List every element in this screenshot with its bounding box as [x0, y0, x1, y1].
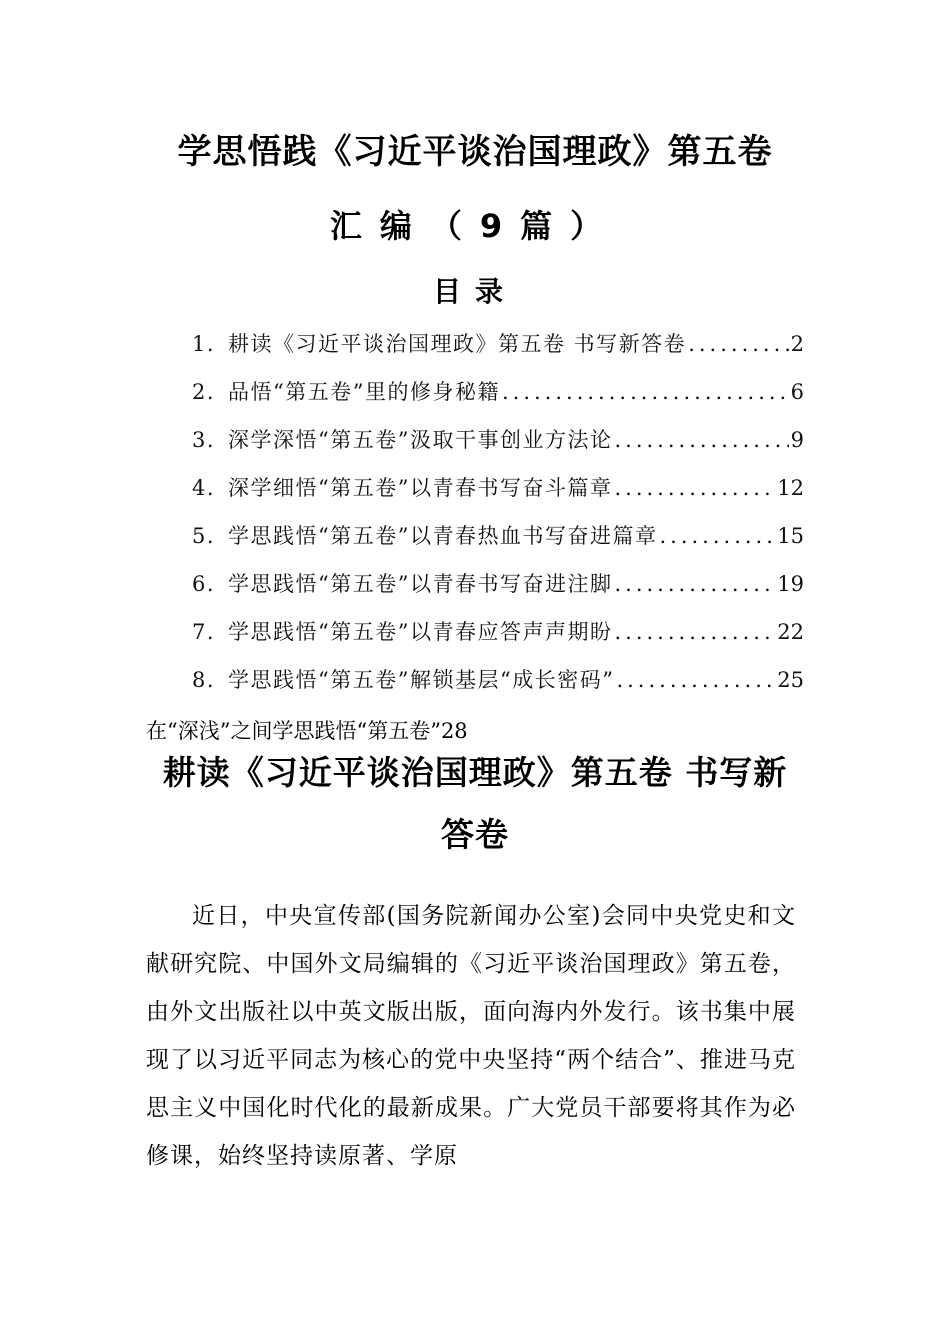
toc-item-title: 耕读《习近平谈治国理政》第五卷 书写新答卷 — [228, 332, 687, 356]
document-title: 学思悟践《习近平谈治国理政》第五卷 — [177, 132, 773, 172]
toc-item-number: 2. — [192, 380, 216, 404]
toc-item-title: 学思践悟“第五卷”解锁基层“成长密码” — [228, 668, 615, 692]
toc-item-page: 12 — [777, 476, 804, 500]
toc-leader-dots — [614, 476, 775, 500]
toc-item-8[interactable] — [192, 664, 804, 712]
toc-item-number: 7. — [192, 620, 216, 644]
toc-item-number: 4. — [192, 476, 216, 500]
toc-item-page: 15 — [777, 524, 804, 548]
table-of-contents — [192, 328, 804, 712]
toc-item-page: 6 — [790, 380, 804, 404]
toc-heading: 目录 — [432, 275, 517, 308]
toc-item-number: 3. — [192, 428, 216, 452]
toc-item-number: 1. — [192, 332, 216, 356]
toc-item-4[interactable] — [192, 472, 804, 520]
toc-leader-dots — [659, 524, 775, 548]
toc-item-page: 9 — [790, 428, 804, 452]
toc-item-title: 深学深悟“第五卷”汲取干事创业方法论 — [228, 428, 613, 452]
toc-item-5[interactable] — [192, 520, 804, 568]
toc-item-title: 学思践悟“第五卷”以青春热血书写奋进篇章 — [228, 524, 658, 548]
toc-item-number: 6. — [192, 572, 216, 596]
toc-item-title: 深学细悟“第五卷”以青春书写奋斗篇章 — [228, 476, 613, 500]
toc-item-2[interactable] — [192, 376, 804, 424]
document-subtitle: 汇编（9篇） — [329, 207, 621, 245]
toc-item-7[interactable] — [192, 616, 804, 664]
toc-item-page: 19 — [777, 572, 804, 596]
toc-item-6[interactable] — [192, 568, 804, 616]
toc-item-title: 品悟“第五卷”里的修身秘籍 — [228, 380, 500, 404]
toc-leader-dots — [688, 332, 788, 356]
toc-item-number: 8. — [192, 668, 216, 692]
toc-item-page: 2 — [790, 332, 804, 356]
toc-item-number: 5. — [192, 524, 216, 548]
article-paragraph: 近日，中央宣传部(国务院新闻办公室)会同中央党史和文献研究院、中国外文局编辑的《习近平谈治国理政》第五卷，由外文出版社以中英文版出版，面向海内外发行。该书集中展现了以习近平同志为核心的党中央坚持“两个结合”、推进马克思主义中国化时代化的最新成果。广大党员干部要将其作为必修课，始终坚持读原著、学原 — [146, 903, 796, 1169]
toc-item-page: 25 — [777, 668, 804, 692]
toc-item-1[interactable] — [192, 328, 804, 376]
toc-leader-dots — [614, 428, 788, 452]
toc-leader-dots — [616, 668, 775, 692]
toc-item-9[interactable]: 在“深浅”之间学思践悟“第五卷”28 — [146, 719, 468, 743]
toc-item-title: 学思践悟“第五卷”以青春应答声声期盼 — [228, 620, 613, 644]
toc-item-3[interactable] — [192, 424, 804, 472]
toc-leader-dots — [614, 620, 775, 644]
toc-leader-dots — [614, 572, 775, 596]
toc-leader-dots — [502, 380, 789, 404]
toc-item-page: 22 — [777, 620, 804, 644]
toc-item-title: 学思践悟“第五卷”以青春书写奋进注脚 — [228, 572, 613, 596]
article-title: 耕读《习近平谈治国理政》第五卷 书写新答卷 — [162, 753, 788, 854]
